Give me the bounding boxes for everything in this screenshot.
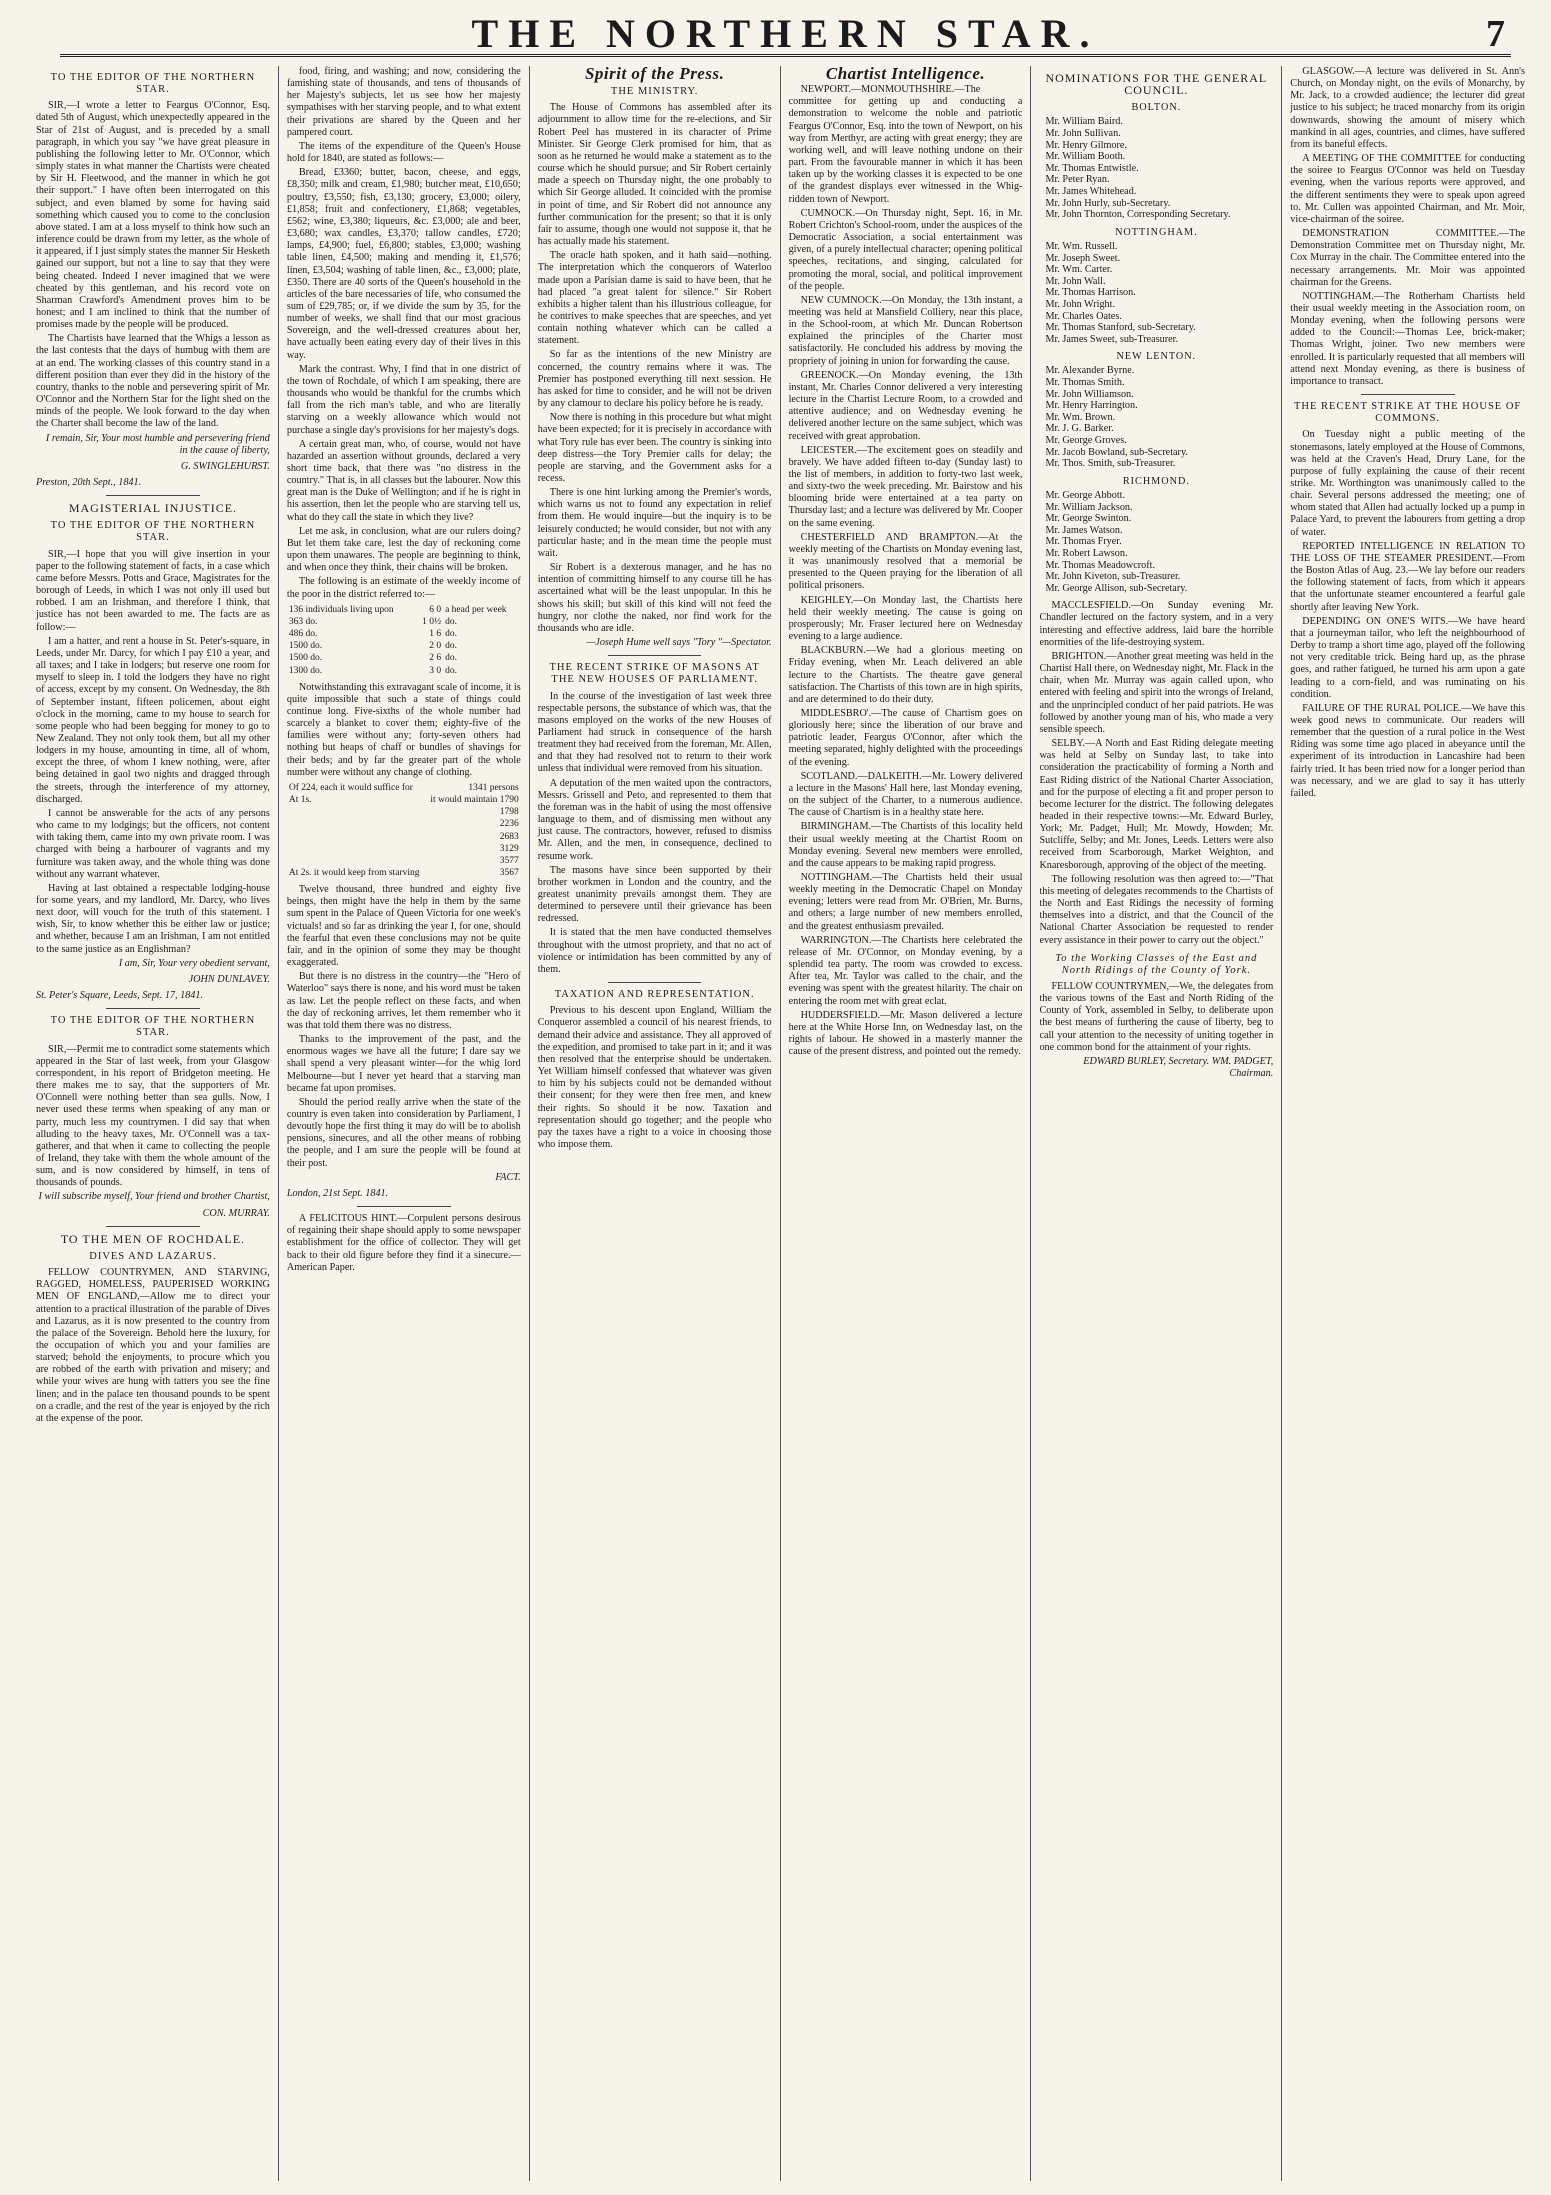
table-cell: [287, 806, 426, 818]
table-cell: do.: [445, 616, 457, 627]
table-caption: The following is an estimate of the weekly income of the poor in the district referred to:—: [286, 576, 521, 600]
paragraph: The masons have since been supported by their brother workmen in London and the country, and the greatest unanimity prevails amongst them. They are determined to persevere until their grievance has been redressed.: [537, 864, 772, 925]
nomination-list: [1039, 490, 1273, 594]
paragraph: SELBY.—A North and East Riding delegate meeting was held at Selby on Sunday last, to take into consideration the practicability of forming a North and East Riding district of the National Charter Association, and for the purpose of electing a fit and proper person to become lecturer for the district. The following delegates headed in their respective towns:—Mr. Edward Burley, York; Mr. Padget, Hull; Mr. Mowdy, Howden; Mr. Sutcliffe, Selby; and Mr. Jones, Leeds. Letters were also received from Scarborough, Market Weighton, and Knaresborough, approving of the object of the meeting.: [1039, 738, 1274, 871]
article-heading: THE MINISTRY.: [610, 86, 699, 98]
paragraph: I cannot be answerable for the acts of any persons who came to my lodgings; but the officers, not content with taking them, came into my own private room. I was charged with being a harbourer of vagrants and my furniture was taken away, and the whole thing was done without any warrant whatever.: [36, 807, 270, 880]
divider: [608, 982, 702, 983]
paragraph: REPORTED INTELLIGENCE IN RELATION TO THE LOSS OF THE STEAMER PRESIDENT.—From the Boston Atlas of Aug. 23.—We lay before our readers the following statement of facts, from which it appears that the unfortunate steamer encountered a fearful gale shortly after leaving New York.: [1290, 540, 1525, 613]
letter-signature: G. SWINGLEHURST.: [180, 460, 270, 472]
list-item: Mr. Wm. Carter.: [1045, 264, 1113, 276]
article-heading: THE RECENT STRIKE OF MASONS AT THE NEW HOUSES OF PARLIAMENT.: [549, 662, 760, 686]
table-row: [287, 640, 521, 652]
letter-heading: TO THE EDITOR OF THE NORTHERN STAR.: [50, 72, 256, 96]
paragraph: It is stated that the men have conducted themselves throughout with the utmost propriety, and that no act of violence or intimidation has been committed by any of them.: [537, 927, 772, 975]
list-item: Mr. Wm. Russell.: [1045, 240, 1118, 252]
letter-signature: FACT.: [495, 1171, 521, 1183]
dateline: London, 21st Sept. 1841.: [286, 1187, 389, 1199]
divider: [608, 655, 702, 656]
table-cell: 1341 persons: [468, 782, 519, 793]
paragraph: FAILURE OF THE RURAL POLICE.—We have this week good news to communicate. Our readers will remember that the question of a rural police in the West Riding was some time ago placed in abeyance until the experiment of its introduction in Lancashire had been fairly tried. It has been tried now for a longer period than was necessary, and we are glad to say it has utterly failed.: [1290, 702, 1525, 799]
article-heading: TAXATION AND REPRESENTATION.: [554, 989, 755, 1001]
paragraph: GREENOCK.—On Monday evening, the 13th instant, Mr. Charles Connor delivered a very interesting lecture in the Chartist Lecture Room, to a crowded and attentive audience; and on Wednesday evening he delivered another lecture on the same subject, which was received with great approbation.: [788, 369, 1023, 442]
list-item: Mr. George Abbott.: [1045, 489, 1126, 501]
list-item: Mr. Thomas Entwistle.: [1045, 162, 1139, 174]
address-heading: To the Working Classes of the East and North Ridings of the County of York.: [1055, 952, 1258, 976]
table-cell: 486 do.: [288, 629, 318, 640]
table-cell: 2683: [499, 831, 519, 842]
list-item: Mr. Robert Lawson.: [1045, 547, 1128, 559]
nomination-list: [1039, 116, 1273, 220]
table-cell: 3129: [499, 843, 519, 854]
paragraph: The items of the expenditure of the Queen's House hold for 1840, are stated as follows:—: [286, 140, 521, 165]
paragraph: A MEETING OF THE COMMITTEE for conducting the soiree to Feargus O'Connor was held on Tuesday evening, when the various reports were approved, and the different sentiments they were to speak upon agreed to. Mr. Cullen was appointed Chairman, and Mr. Moir, vice-chairman of the soiree.: [1290, 153, 1525, 225]
section-heading: Chartist Intelligence.: [825, 66, 986, 83]
table-cell: 3577: [499, 855, 519, 866]
list-item: Mr. Thomas Harrison.: [1045, 287, 1136, 299]
table-cell: a head per week: [445, 604, 507, 615]
paragraph: SIR,—I wrote a letter to Feargus O'Connor, Esq. dated 5th of August, which unexpectedly appeared in the Star of 21st of August, and is preceded by a small paragraph, in which you say "we have great pleasure in publishing the following letter to Mr. O'Connor, which simply states in what manner the Chartists were cheated by Sir H. Fleetwood, and the manner in which he got their support." I have often been interrogated on this subject, and even blamed by some for having said something which caused you to come to the conclusion above stated. I am at a loss myself to think how such an inference could be drawn from my letter, as the whole of it appeared, if I just simply states the manner Sir Hesketh gained our support, but not a line to say that they were being cheated. Indeed I never imagined that we were cheated by this gentleman, and his record vote on Sharman Crawford's Amendment proves him to be honest; and I am inclined to think that the number of promises made by the people will be produced.: [36, 100, 270, 331]
table-cell: [287, 818, 426, 830]
list-item: Mr. William Booth.: [1045, 151, 1126, 163]
column-1: [28, 66, 279, 2181]
list-item: Mr. Thomas Stanford, sub-Secretary.: [1045, 322, 1196, 334]
paragraph: NOTTINGHAM.—The Rotherham Chartists held their usual weekly meeting in the Association room, on Monday evening, when the following persons were added to the Council:—Thomas Lee, brick-maker; Thomas Wright, joiner. Two new members were enrolled. It is particularly requested that all members will attend next Monday evening, as there is business of importance to transact.: [1290, 290, 1525, 387]
article-subheading: DIVES AND LAZARUS.: [89, 1250, 217, 1262]
list-item: Mr. Joseph Sweet.: [1045, 252, 1121, 264]
list-item: Mr. Henry Gilmore.: [1045, 139, 1127, 151]
table-row: [287, 665, 521, 677]
table-cell: do.: [445, 665, 457, 676]
source-credit: —Joseph Hume well says "Tory "—Spectator.: [586, 637, 772, 649]
letter-signature: EDWARD BURLEY, Secretary. WM. PADGET, Chairman.: [1083, 1055, 1274, 1080]
paragraph: The Chartists have learned that the Whigs a lesson as the last contests that the days of humbug with them are at an end. The working classes of this country stand in a different position than ever they did in the history of the country, thanks to the noble and persevering spirit of Mr. O'Connor and the Northern Star for the light shed on the minds of the people. We look forward to the day when the Charter shall become the law of the land.: [36, 333, 270, 430]
table-cell: 1798: [499, 807, 519, 818]
paragraph: food, firing, and washing; and now, considering the famishing state of thousands, and tens of thousands of her Majesty's subjects, let us see how her majesty sympathises with her starving people, and to what extent their privations are shared by the Queen and her pampered court.: [286, 66, 521, 138]
list-item: Mr. Thos. Smith, sub-Treasurer.: [1045, 458, 1176, 470]
table-cell: 1 0½: [422, 616, 442, 627]
column-4: [781, 66, 1032, 2181]
page-columns: [28, 66, 1533, 2181]
nomination-list: [1039, 241, 1273, 345]
paragraph: Should the period really arrive when the state of the country is even taken into consideration by Parliament, I devoutly hope the first thing it may do will be to abolish pensions, sinecures, and all the other means of robbing the people, and I am sure the people will be found at their post.: [286, 1096, 521, 1169]
table-row: [287, 628, 521, 640]
table-cell: 2 6: [429, 653, 442, 664]
list-item: Mr. George Groves.: [1045, 435, 1127, 447]
paragraph: LEICESTER.—The excitement goes on steadily and bravely. We have added fifteen to-day (Sunday last) to the list of members, in addition to forty-two last week, and sixty-two the week preceding. Mr. Bairstow and his blooming bride were entertained at a tea party on Thursday last; and a lecture was delivered by Mr. Cooper on the same evening.: [788, 444, 1023, 529]
list-item: Mr. John Kiveton, sub-Treasurer.: [1045, 571, 1181, 583]
list-item: Mr. Thomas Meadowcroft.: [1045, 559, 1156, 571]
list-item: Mr. William Baird.: [1045, 116, 1123, 128]
list-item: Mr. John Wright.: [1045, 298, 1116, 310]
list-item: Mr. Thomas Fryer.: [1045, 536, 1122, 548]
paragraph: NOTTINGHAM.—The Chartists held their usual weekly meeting in the Democratic Chapel on Monday evening; letters were read from Mr. O'Brien, Mr. Burns, and others; a large number of new members enrolled, and the greatest enthusiasm prevailed.: [788, 872, 1023, 932]
paragraph: So far as the intentions of the new Ministry are concerned, the country remains where it was. The Premier has postponed everything till next session. He has asked for time to consider, and he will not be driven by any clamour to declare his policy before he is ready.: [537, 349, 772, 410]
nomination-list: [1039, 365, 1273, 469]
paragraph: On Tuesday night a public meeting of the stonemasons, lately employed at the House of Commons, was held at the Craven's Head, Drury Lane, for the purpose of fully explaining the cause of their recent strike. Mr. Worthington was unanimously called to the chair. Several persons addressed the meeting; one of whom stated that Allen had actually locked up a pump in Palace Yard, to prevent the labourers from getting a drop of water.: [1290, 429, 1525, 538]
divider: [106, 1008, 200, 1009]
town-heading: NOTTINGHAM.: [1115, 226, 1198, 238]
paragraph: SCOTLAND.—DALKEITH.—Mr. Lowery delivered a lecture in the Masons' Hall here, last Monday evening, on the subject of the Charter, to a numerous audience. The cause of Chartism is in a healthy state here.: [788, 770, 1023, 819]
list-item: Mr. George Allison, sub-Secretary.: [1045, 582, 1188, 594]
dateline: Preston, 20th Sept., 1841.: [36, 477, 142, 488]
paragraph: BIRMINGHAM.—The Chartists of this locality held their usual weekly meeting at the Chartist Room on Monday evening. Several new members were enrolled, and the cause appears to be making rapid progress.: [788, 821, 1023, 869]
list-item: Mr. Alexander Byrne.: [1045, 365, 1135, 377]
table-row: [287, 604, 521, 616]
page-number: 7: [1486, 13, 1505, 55]
table-row: [287, 782, 521, 794]
table-row: [287, 652, 521, 664]
article-heading: THE RECENT STRIKE AT THE HOUSE OF COMMONS.: [1294, 401, 1522, 425]
paragraph: FELLOW COUNTRYMEN,—We, the delegates from the various towns of the East and North Riding of the County of York, assembled in Selby, to deliberate upon the best means of furthering the cause of liberty, beg to call your attention to the necessity of uniting together in one common bond for the attainment of your rights.: [1039, 981, 1274, 1053]
table-row: [287, 831, 521, 843]
table-cell: 1500 do.: [288, 641, 323, 652]
paragraph: I am a hatter, and rent a house in St. Peter's-square, in Leeds, under Mr. Darcy, for which I pay £10 a year, and all taxes; and I take in lodgers; but reserve one room for myself to sleep in. I told the lodgers they have no right of access, except by my consent. On Wednesday, the 8th of September instant, fifteen policemen, about eight o'clock in the morning, came to my house to search for some people who had been begging for money to go to New Zealand. They not only took them, but all my other lodgers in my house, amounting in time, all of whom, except the three, of whom I knew nothing, were, after being detained in gaol two nights and dragged through the streets, through the interference of my attorney, discharged.: [36, 635, 270, 805]
table-cell: 2236: [499, 819, 519, 830]
table-cell: 2 0: [429, 641, 442, 652]
list-item: Mr. Peter Ryan.: [1045, 174, 1110, 186]
paragraph: NEWPORT.—MONMOUTHSHIRE.—The committee for getting up and conducting a demonstration to welcome the noble and patriotic Feargus O'Connor, Esq. into the town of Newport, on his way from Merthyr, are acting with great energy; they are working well, and will leave nothing undone on their part. From the favourable manner in which it has been taken up by the working classes it is expected to be one of the grandest displays ever witnessed in the Whig-ridden town of Newport.: [788, 84, 1023, 205]
table-cell: it would maintain 1790: [430, 795, 519, 806]
divider: [357, 1206, 451, 1207]
paragraph: CHESTERFIELD AND BRAMPTON.—At the weekly meeting of the Chartists on Monday evening last, it was unanimously resolved that a memorial be presented to the Queen praying for the liberation of all political prisoners.: [788, 531, 1023, 592]
paragraph: A deputation of the men waited upon the contractors, Messrs. Grissell and Peto, and represented to them that the foreman was in the habit of using the most offensive language to them, and of dismissing men without any just cause. The contractors, however, refused to dismiss Mr. Allen, and the men, in consequence, declined to resume work.: [537, 777, 772, 862]
table-row: [287, 867, 521, 879]
list-item: Mr. Wm. Brown.: [1045, 411, 1116, 423]
paragraph: WARRINGTON.—The Chartists here celebrated the release of Mr. O'Connor, on Monday evening, by a splendid tea party. The room was crowded to excess. After tea, Mr. Taylor was called to the chair, and the evening was spent with the greatest hilarity. The chair on entering the room met with great eclat.: [788, 934, 1023, 1007]
maintenance-table: [287, 782, 521, 879]
income-table: [287, 604, 521, 677]
table-cell: Of 224, each it would suffice for: [288, 782, 413, 793]
paragraph: Having at last obtained a respectable lodging-house for some years, and my landlord, Mr. Darcy, who lives next door, will vouch for the truth of this statement. I wish, Sir, to know whether this be either law or justice; and whether, because I am an Irishman, I am not entitled to the same justice as an Englishman?: [36, 882, 270, 955]
letter-signature: JOHN DUNLAVEY.: [188, 973, 270, 985]
letter-closing: I will subscribe myself, Your friend and brother Chartist,: [38, 1191, 270, 1203]
masthead: [60, 6, 1511, 57]
table-cell: 1300 do.: [288, 665, 323, 676]
paragraph: In the course of the investigation of last week three respectable persons, the substance of which was, that the masons employed on the works of the new Houses of Parliament had struck in consequence of the harsh treatment they had received from the foreman, Mr. Allen, and that they had resolved not to return to their work unless that individual were removed from his situation.: [537, 690, 772, 775]
paragraph: NEW CUMNOCK.—On Monday, the 13th instant, a meeting was held at Mansfield Colliery, near this place, in the School-room, at which Mr. Duncan Robertson explained the principles of the Charter most satisfactorily. He concluded his address by moving the propriety of joining in union for forwarding the cause.: [788, 294, 1023, 367]
column-6: [1282, 66, 1533, 2181]
table-row: [287, 818, 521, 830]
divider: [106, 1226, 200, 1227]
table-cell: 363 do.: [288, 616, 318, 627]
letter-closing: I am, Sir, Your very obedient servant,: [118, 957, 270, 969]
dateline: St. Peter's Square, Leeds, Sept. 17, 1841.: [36, 990, 204, 1002]
paragraph: GLASGOW.—A lecture was delivered in St. Ann's Church, on Monday night, on the evils of Monarchy, by Mr. Jack, to a crowded audience; the lecturer did great justice to his subject; he traced monarchy from its origin downwards, showing the amount of misery which mankind in all ages, countries, and climes, have suffered from its baneful effects.: [1290, 66, 1525, 150]
paragraph: SIR,—I hope that you will give insertion in your paper to the following statement of facts, in a case which came before Messrs. Potts and Grace, Magistrates for the borough of Leeds, in which I was not only ill used but robbed. I am an Irishman, and therefore I think, that justice has not been awarded to me. The facts are as follow:—: [36, 548, 270, 633]
table-cell: [287, 831, 426, 843]
list-item: Mr. John Williamson.: [1045, 388, 1134, 400]
paragraph: The following resolution was then agreed to:—"That this meeting of delegates recommends to the Chartists of the North and East Ridings the necessity of forming themselves into a district, and that the Council of the National Charter Association be requested to render every assistance in their power to carry out the object.": [1039, 873, 1274, 946]
table-cell: 3567: [499, 868, 519, 878]
letter-heading: TO THE EDITOR OF THE NORTHERN STAR.: [50, 1015, 256, 1039]
paragraph: KEIGHLEY.—On Monday last, the Chartists here held their weekly meeting. The cause is going on prosperously; Mr. Fraser lectured here on Wednesday evening to a large audience.: [788, 594, 1023, 643]
list-item: Mr. Jacob Bowland, sub-Secretary.: [1045, 446, 1188, 458]
paragraph: FELLOW COUNTRYMEN, AND STARVING, RAGGED, HOMELESS, PAUPERISED WORKING MEN OF ENGLAND,—Allow me to direct your attention to a practical illustration of the parable of Dives and Lazarus, as it is now presented to the country from the palace of the Sovereign. Behold here the luxury, for the occupation of which you and your families are starved; behold the enjoyments, to procure which you are robbed of the earth with privation and misery; and while your wives are hung with tatters you see the fine linen; and in the palace ten thousand pounds to be spent on a cradle, and the rest of the year is enjoyed by the rich at the expense of the poor.: [36, 1267, 270, 1424]
paragraph: Thanks to the improvement of the past, and the enormous wages we have all the future; I dare say we shall spend a very pleasant winter—for the whig lord Melbourne—but I never yet heard that a starving man became fat upon promises.: [286, 1034, 521, 1094]
table-cell: 1 6: [429, 629, 442, 640]
divider: [106, 495, 200, 496]
list-item: Mr. George Swinton.: [1045, 513, 1132, 525]
paragraph: But there is no distress in the country—the "Hero of Waterloo" says there is none, and his word must be taken as law. Let the people reflect on these facts, and when the day of reckoning arrives, let them remember who it was that told them there was no distress.: [286, 971, 521, 1031]
table-cell: do.: [445, 629, 457, 640]
paragraph: The oracle hath spoken, and it hath said—nothing. The interpretation which the conquerors of Waterloo made upon a Parisian dame is said to have been, that he had placed "a great talent for silence." Sir Robert exhibits a higher talent than his illustrious colleague, for he contrives to make speeches that are speeches, and yet contain nothing whatever which can be called a statement.: [537, 250, 772, 347]
table-cell: [287, 855, 426, 867]
list-item: Mr. Henry Harrington.: [1045, 400, 1138, 412]
divider: [1361, 394, 1455, 395]
list-item: Mr. Thomas Smith.: [1045, 377, 1125, 389]
column-2: [279, 66, 530, 2181]
list-item: Mr. James Whitehead.: [1045, 186, 1137, 198]
paragraph: DEPENDING ON ONE'S WITS.—We have heard that a journeyman tailor, who left the neighbourhood of Derby to tramp a short time ago, played off the following not very creditable trick. Being hard up, as the phrase goes, and rather fatigued, he turned his arm upon a gate leading to a corn-field, and was ruminating on his condition.: [1290, 615, 1525, 700]
article-heading: TO THE MEN OF ROCHDALE.: [60, 1231, 246, 1246]
paragraph: Mark the contrast. Why, I find that in one district of the town of Rochdale, of which I am speaking, there are thousands who would be thankful for the crumbs which fall from the rich man's table, and who are literally starving on a weekly allowance which would not purchase a single day's provisions for her majesty's dogs.: [286, 363, 521, 436]
letter-closing: I remain, Sir, Your most humble and persevering friend in the cause of liberty,: [45, 432, 270, 456]
paragraph: HUDDERSFIELD.—Mr. Mason delivered a lecture here at the White Horse Inn, on Wednesday last, on the rights of labour. He showed in a masterly manner the cause of the present distress, and pointed out the remedy.: [788, 1009, 1023, 1058]
list-item: Mr. Charles Oates.: [1045, 310, 1122, 322]
paragraph: DEMONSTRATION COMMITTEE.—The Demonstration Committee met on Thursday night, Mr. Cox Murray in the chair. The Committee entered into the necessary arrangements. Mr. Moir was appointed chairman for the Greens.: [1290, 228, 1525, 288]
town-heading: RICHMOND.: [1122, 475, 1190, 487]
paragraph: MACCLESFIELD.—On Sunday evening Mr. Chandler lectured on the factory system, and in a very interesting and effective address, laid bare the horrible enormities of the life-destroying system.: [1039, 600, 1274, 648]
table-cell: 1500 do.: [288, 653, 323, 664]
section-heading: NOMINATIONS FOR THE GENERAL COUNCIL.: [1045, 71, 1268, 98]
list-item: Mr. John Wall.: [1045, 275, 1106, 287]
column-3: [530, 66, 781, 2181]
paragraph: Notwithstanding this extravagant scale of income, it is quite impossible that such a state of things could continue long. Five-sixths of the whole number had scarcely a blanket to cover them; eighty-five of the families were without any; forty-seven others had nothing but heaps of chaff or bundles of shavings for their beds; and by far the greater part of the whole number were without any change of clothing.: [286, 681, 521, 778]
list-item: Mr. William Jackson.: [1045, 501, 1133, 513]
letter-heading: TO THE EDITOR OF THE NORTHERN STAR.: [50, 520, 256, 544]
town-heading: BOLTON.: [1131, 102, 1182, 114]
table-row: [287, 794, 521, 806]
paragraph: A certain great man, who, of course, would not have hazarded an assertion without grounds, declared a very short time back, that there was "no distress in the country." That is, in all classes but the labourer. Now this great man is the Duke of Wellington; and if he is right in his assertion, then let the people who are starving tell us, what do they call the state in which they live?: [286, 438, 521, 523]
list-item: Mr. John Hurly, sub-Secretary.: [1045, 197, 1171, 209]
table-cell: do.: [445, 653, 457, 664]
list-item: Mr. J. G. Barker.: [1045, 423, 1114, 435]
paragraph: A FELICITOUS HINT.—Corpulent persons desirous of regaining their shape should apply to some newspaper establishment for the office of collector. They will get back to their old figure before they find it a sinecure.—American Paper.: [286, 1213, 521, 1273]
list-item: Mr. James Watson.: [1045, 524, 1123, 536]
column-5: [1031, 66, 1282, 2181]
section-heading: Spirit of the Press.: [584, 66, 725, 83]
table-row: [287, 843, 521, 855]
paragraph: Now there is nothing in this procedure but what might have been expected; for it is precisely in accordance with what Tory rule has ever been. The country is sinking into deep distress—the Tory Premier calls for delay; the people are starving, and the Government asks for a recess.: [537, 412, 772, 484]
table-row: [287, 616, 521, 628]
table-cell: At 2s. it would keep from starving: [288, 868, 420, 878]
table-cell: 136 individuals living upon: [288, 604, 394, 615]
table-row: [287, 806, 521, 818]
table-cell: [287, 843, 426, 855]
paragraph: CUMNOCK.—On Thursday night, Sept. 16, in Mr. Robert Crichton's School-room, under the auspices of the Democratic Association, a social entertainment was given, of a purely intellectual character; opening political speeches, recitations, and singing, calculated for promoting the moral, social, and political improvement of the people.: [788, 207, 1023, 292]
list-item: Mr. James Sweet, sub-Treasurer.: [1045, 333, 1179, 345]
table-row: [287, 855, 521, 867]
paragraph: Previous to his descent upon England, William the Conqueror assembled a council of his nearest friends, to demand their advice and assistance. They all approved of the expedition, and promised to take part in it; and it was then resolved that the enterprise should be undertaken. Yet William himself confessed that whatever was given to him by his subjects could not be demanded without their consent; for they were then free men, and knew their rights. So should it be now. Taxation and representation should go together; and the people who pay the taxes have a right to a voice in choosing those who impose them.: [537, 1005, 772, 1150]
paragraph: Let me ask, in conclusion, what are our rulers doing? But let them take care, lest the day of reckoning come upon them unawares. The people are beginning to think, and when once they think, their chains will be broken.: [286, 525, 521, 574]
letter-signature: CON. MURRAY.: [202, 1207, 270, 1219]
paragraph: Twelve thousand, three hundred and eighty five beings, then might have the help in them by the same sum spent in the Palace of Queen Victoria for one week's victuals! and so far as drinking the year I, for one, should the fearful that even these conclusions may not be quite fair, and in the opinion of some they may be thought exaggerated.: [286, 884, 521, 969]
town-heading: NEW LENTON.: [1116, 351, 1197, 363]
article-heading: MAGISTERIAL INJUSTICE.: [68, 501, 238, 516]
paragraph: MIDDLESBRO'.—The cause of Chartism goes on gloriously here; since the liberation of our brave and patriotic leader, Feargus O'Connor, after which the meeting separated, highly delighted with the proceedings of the evening.: [788, 707, 1023, 768]
paragraph: BLACKBURN.—We had a glorious meeting on Friday evening, when Mr. Leach delivered an able lecture to the Chartists. The theatre gave general satisfaction. The Chartists of this town are in high spirits, and are determined to do their duty.: [788, 645, 1023, 705]
list-item: Mr. John Sullivan.: [1045, 128, 1121, 140]
table-cell: 3 0: [429, 665, 442, 676]
paragraph: Bread, £3360; butter, bacon, cheese, and eggs, £8,350; milk and cream, £1,980; butcher meat, £10,650; poultry, £3,550; fish, £3,130; grocery, £3,000; oilery, £1,858; fruit and confectionery, £1,868; vegetables, £562; wine, £3,380; liqueurs, &c. £3,000; ale and beer, £3,680; wax candles, £3,370; tallow candles, £720; lamps, £4,900; fuel, £6,800; stables, £3,000; washing table linen, £4,500; making and mending it, £1,576; linen, £3,504; washing of table linen, &c., £3,000; plate, £350. There are 40 sorts of the Queen's household in the articles of the bare necessaries of life, who consumed the sum of £29,785; or, if we divide the sum by 35, for the number of weeks, we shall find that our most gracious Sovereign, and the well-dressed creatures about her, have actually been eating every day of their lives in this way.: [286, 167, 521, 361]
table-cell: do.: [445, 641, 457, 652]
paragraph: There is one hint lurking among the Premier's words, which warns us not to found any expectation in relief from them. He would inquire—but the inquiry is to be leisurely conducted; he would consider, but not with any particular haste; and in the mean time the people must wait.: [537, 487, 772, 559]
list-item: Mr. John Thornton, Corresponding Secretary.: [1045, 209, 1231, 221]
table-cell: 6 0: [429, 604, 442, 615]
newspaper-title: THE NORTHERN STAR.: [471, 11, 1100, 56]
paragraph: The House of Commons has assembled after its adjournment to allow time for the re-elections, and Sir Robert Peel has mustered in its character of Prime Minister. Sir George Clerk promised for him, that as soon as he returned he would make a statement as to the course which he should pursue; and Sir Robert certainly made a speech on Thursday night, the one probably to which Sir George alluded. It coincided with the promise in point of time, and Sir Robert did not announce any further communication for the present; so that it is only fair to assume, though one would not suppose it, that he has actually made his statement.: [537, 102, 772, 248]
table-cell: At 1s.: [288, 795, 312, 806]
paragraph: BRIGHTON.—Another great meeting was held in the Chartist Hall there, on Wednesday night, Mr. Flack in the chair, when Mr. Murray was again called upon, who entered with feeling and spirit into the wrongs of Ireland, and the unprincipled conduct of her paid patriots. He was followed by another young man of his, who made a very sensible speech.: [1039, 650, 1274, 735]
paragraph: SIR,—Permit me to contradict some statements which appeared in the Star of last week, from your Glasgow correspondent, in his report of Bridgeton meeting. He there makes me to say, that the supporters of Mr. O'Connell were nothing better than sea gulls. Now, I never used these terms when speaking of any man or party, much less my countrymen. I did say that when alluding to the heavy taxes, Mr. O'Connell was a tax-gatherer, and that when it came to collecting the people of Ireland, they take with them the whole amount of the sum, and is now considered by himself, in tens of thousands of pounds.: [36, 1043, 270, 1189]
paragraph: Sir Robert is a dexterous manager, and he has no intention of committing himself to any course till he has ascertained what will be the least unpopular. In this he shows his skill; but skill of this kind will not feed the hungry, nor clothe the naked, nor find work for the thousands who are idle.: [537, 562, 772, 634]
